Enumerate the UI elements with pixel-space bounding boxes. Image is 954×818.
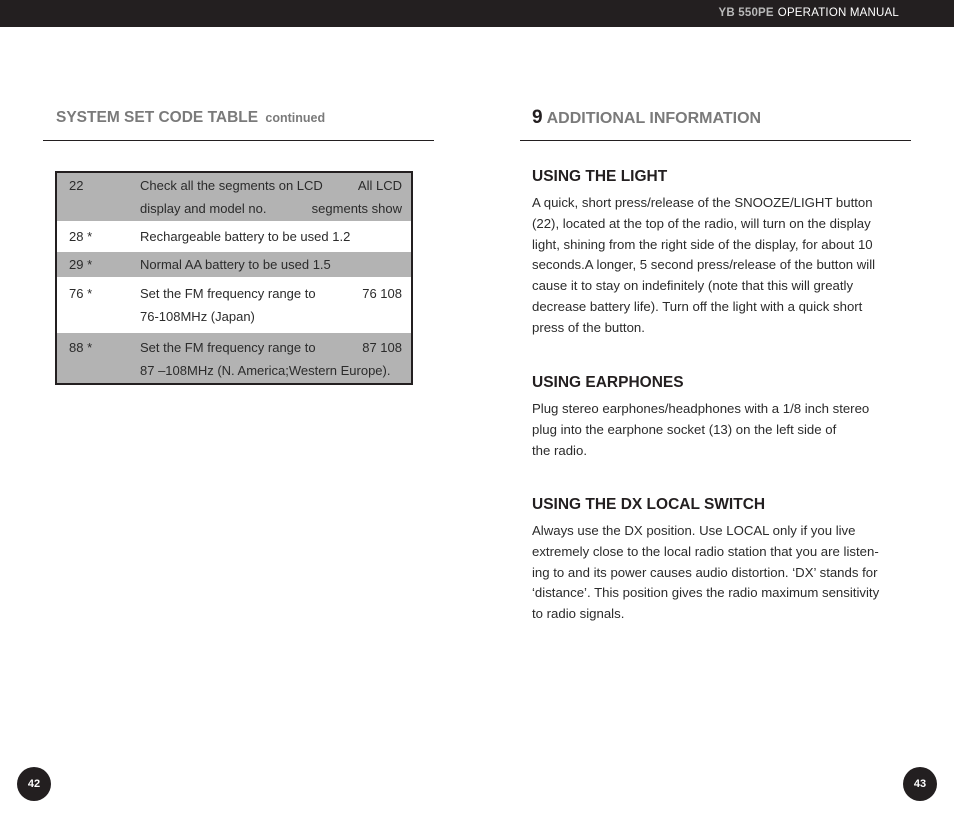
right-page-heading	[532, 107, 761, 129]
section-body-light	[532, 193, 884, 339]
row-description: 76-108MHz (Japan)	[140, 309, 255, 324]
body-line: press of the button.	[532, 319, 645, 335]
body-line: the radio.	[532, 442, 587, 458]
left-heading-title: SYSTEM SET CODE TABLE	[56, 109, 259, 126]
left-heading-rule	[43, 140, 434, 141]
section-body-dx-local	[532, 521, 884, 625]
body-line: extremely close to the local radio station that you are listen-	[532, 543, 879, 559]
manual-label: OPERATION MANUAL	[777, 7, 899, 19]
row-description: display and model no.	[140, 201, 267, 216]
table-row	[57, 221, 411, 252]
table-row	[57, 252, 411, 277]
left-page-heading	[56, 109, 325, 127]
row-description: Set the FM frequency range to	[140, 286, 316, 301]
page-number-left: 42	[17, 767, 51, 801]
table-row	[57, 333, 411, 383]
row-description: Normal AA battery to be used 1.5	[140, 257, 331, 272]
right-heading-rule	[520, 140, 911, 141]
row-description: Rechargeable battery to be used 1.2	[140, 229, 351, 244]
chapter-title: ADDITIONAL INFORMATION	[546, 110, 762, 127]
row-description: 87 –108MHz (N. America;Western Europe).	[140, 363, 391, 378]
body-line: cause it to stay on indefinitely (note that this will greatly	[532, 278, 854, 294]
section-body-earphones	[532, 399, 884, 461]
row-value: 87 108	[362, 340, 402, 355]
body-line: Always use the DX position. Use LOCAL only if you live	[532, 523, 856, 538]
body-line: Plug stereo earphones/headphones with a 1/8 inch stereo	[532, 401, 870, 416]
body-line: seconds.A longer, 5 second press/release of the button will	[532, 257, 876, 273]
body-line: A quick, short press/release of the SNOOZE/LIGHT button	[532, 195, 873, 210]
row-description: Check all the segments on LCD	[140, 178, 323, 193]
manual-title	[718, 7, 899, 19]
body-line: decrease battery life). Turn off the light with a quick short	[532, 298, 863, 314]
table-row	[57, 173, 411, 221]
body-line: (22), located at the top of the radio, will turn on the display	[532, 215, 871, 231]
body-line: to radio signals.	[532, 606, 625, 622]
model-name: YB 550PE	[718, 7, 774, 19]
body-line: ing to and its power causes audio distortion. ‘DX’ stands for	[532, 564, 878, 580]
section-title-light: USING THE LIGHT	[532, 168, 668, 185]
body-line: plug into the earphone socket (13) on the left side of	[532, 421, 837, 437]
row-value: segments show	[311, 201, 402, 216]
chapter-number: 9	[532, 107, 543, 128]
row-code: 29 *	[69, 257, 93, 272]
row-value: All LCD	[357, 178, 402, 193]
row-code: 76 *	[69, 286, 93, 301]
body-line: ‘distance’. This position gives the radio maximum sensitivity	[532, 585, 880, 601]
row-code: 28 *	[69, 229, 93, 244]
page-number-right: 43	[903, 767, 937, 801]
row-value: 76 108	[362, 286, 402, 301]
top-header-bar	[0, 0, 954, 27]
left-heading-sub: continued	[265, 111, 326, 125]
table-row	[57, 277, 411, 333]
row-code: 22	[69, 178, 84, 193]
row-code: 88 *	[69, 340, 93, 355]
body-line: light, shining from the right side of the display, for about 10	[532, 236, 873, 252]
system-code-table	[55, 171, 413, 385]
section-title-dx-local: USING THE DX LOCAL SWITCH	[532, 496, 766, 513]
row-description: Set the FM frequency range to	[140, 340, 316, 355]
section-title-earphones: USING EARPHONES	[532, 374, 684, 391]
